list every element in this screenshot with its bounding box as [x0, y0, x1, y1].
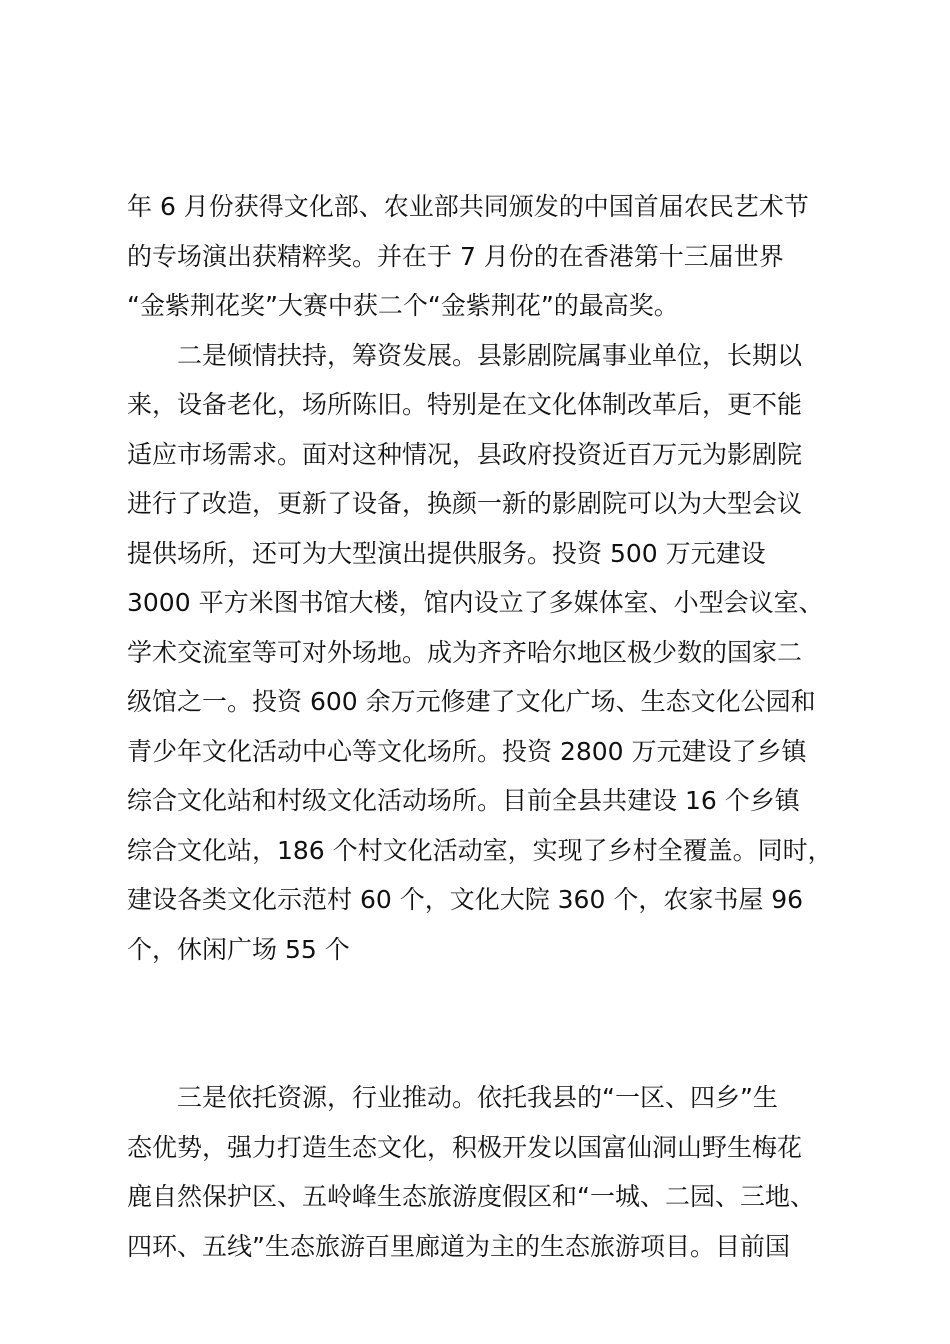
text-line: 综合文化站和村级文化活动场所。目前全县共建设 16 个乡镇 [127, 786, 800, 815]
text-line: 建设各类文化示范村 60 个，文化大院 360 个，农家书屋 96 [127, 885, 804, 914]
text-line [127, 1024, 867, 1074]
text-line: 学术交流室等可对外场地。成为齐齐哈尔地区极少数的国家二 [127, 637, 803, 667]
text-line: 年 6 月份获得文化部、农业部共同颁发的中国首届农民艺术节 [127, 192, 809, 221]
text-line: 进行了改造，更新了设备，换颜一新的影剧院可以为大型会议 [127, 489, 803, 518]
text-line: 级馆之一。投资 600 余万元修建了文化广场、生态文化公园和 [127, 687, 816, 716]
text-line: 二是倾情扶持，筹资发展。县影剧院属事业单位，长期以 [127, 340, 803, 370]
paragraph-1 [127, 182, 867, 331]
text-line: 适应市场需求。面对这种情况，县政府投资近百万元为影剧院 [127, 439, 803, 469]
text-line: 青少年文化活动中心等文化场所。投资 2800 万元建设了乡镇 [127, 736, 807, 766]
paragraph-2 [127, 331, 867, 1074]
text-line [127, 974, 867, 1024]
text-line: “金紫荆花奖”大赛中获二个“金紫荆花”的最高奖。 [127, 291, 679, 320]
text-line: 三是依托资源，行业推动。依托我县的“一区、四乡”生 [127, 1083, 778, 1112]
text-line: 3000 平方米图书馆大楼，馆内设立了多媒体室、小型会议室、 [127, 588, 824, 617]
text-line: 鹿自然保护区、五岭峰生态旅游度假区和“一城、二园、三地、 [127, 1182, 815, 1211]
text-line: 四环、五线”生态旅游百里廊道为主的生态旅游项目。目前国 [127, 1231, 790, 1261]
text-line: 综合文化站，186 个村文化活动室，实现了乡村全覆盖。同时， [127, 835, 833, 865]
text-line: 态优势，强力打造生态文化，积极开发以国富仙洞山野生梅花 [127, 1132, 803, 1162]
body-text [127, 182, 867, 1271]
text-line: 的专场演出获精粹奖。并在于 7 月份的在香港第十三届世界 [127, 241, 784, 271]
text-line: 提供场所，还可为大型演出提供服务。投资 500 万元建设 [127, 538, 766, 568]
text-line: 个，休闲广场 55 个 [127, 934, 350, 964]
paragraph-3 [127, 1073, 867, 1271]
text-line: 来，设备老化，场所陈旧。特别是在文化体制改革后，更不能 [127, 390, 803, 419]
